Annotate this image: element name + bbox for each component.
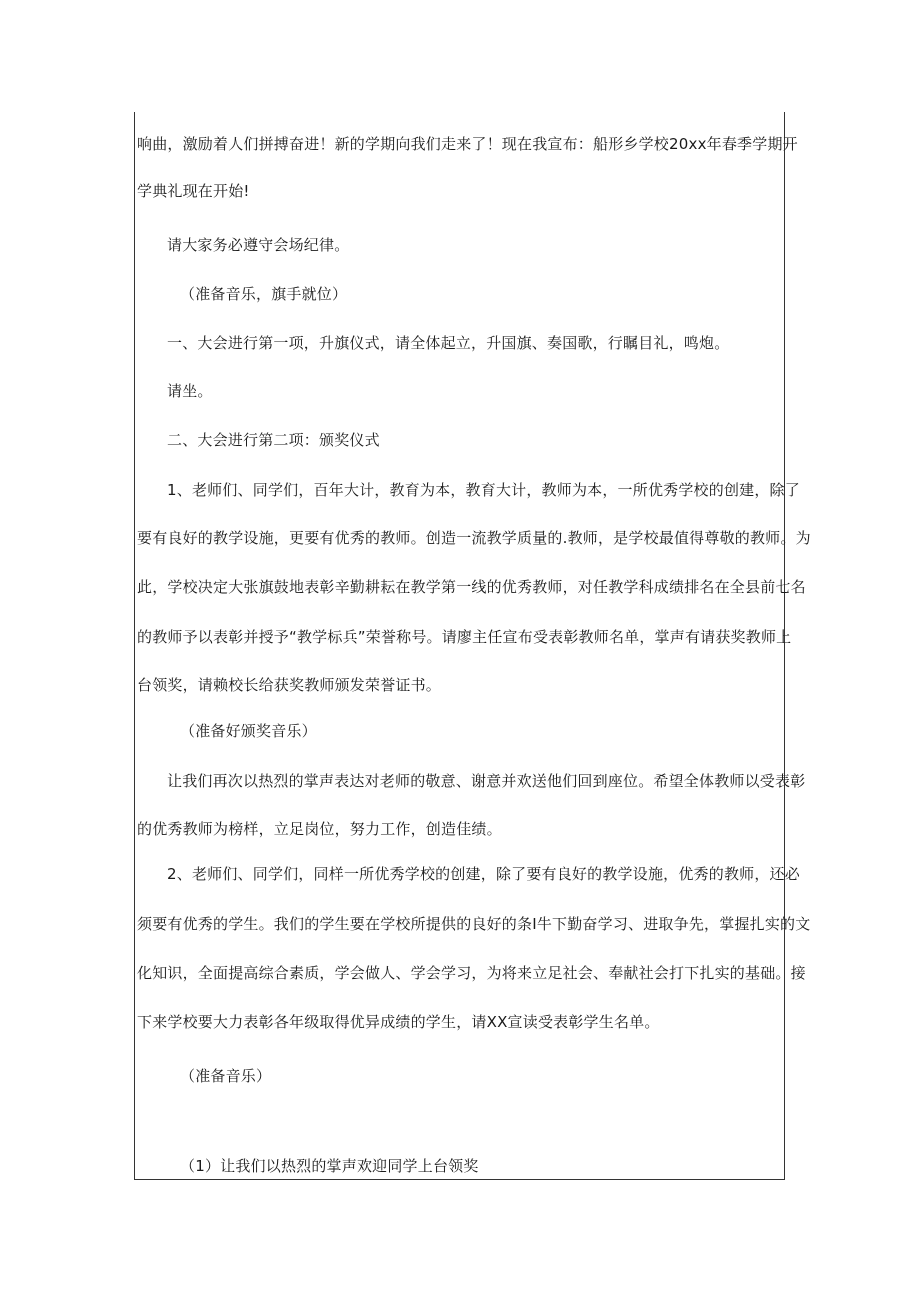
text-line-2: 学典礼现在开始!: [137, 182, 250, 200]
text-line-6: 请坐。: [167, 382, 213, 400]
text-line-16: 2、老师们、同学们，同样一所优秀学校的创建，除了要有良好的教学设施，优秀的教师，还必: [167, 865, 800, 883]
text-line-13: （准备好颁奖音乐）: [180, 722, 317, 740]
text-line-9: 要有良好的教学设施，更要有优秀的教师。创造一流教学质量的.教师，是学校最值得尊敬的教师。为: [137, 529, 811, 547]
text-line-20: （准备音乐）: [180, 1067, 272, 1085]
text-line-19: 下来学校要大力表彰各年级取得优异成绩的学生，请XX宣读受表彰学生名单。: [137, 1013, 660, 1031]
text-line-5: 一、大会进行第一项，升旗仪式，请全体起立，升国旗、奏国歌，行瞩目礼，鸣炮。: [167, 334, 730, 352]
text-line-8: 1、老师们、同学们，百年大计，教育为本，教育大计，教师为本，一所优秀学校的创建，除了: [167, 481, 800, 499]
text-line-14: 让我们再次以热烈的掌声表达对老师的敬意、谢意并欢送他们回到座位。希望全体教师以受表彰: [167, 772, 806, 790]
text-line-7: 二、大会进行第二项：颁奖仪式: [167, 431, 380, 449]
text-line-17: 须要有优秀的学生。我们的学生要在学校所提供的良好的条I牛下勤奋学习、进取争先，掌握扎实的文: [137, 915, 811, 933]
text-line-12: 台领奖，请赖校长给获奖教师颁发荣誉证书。: [137, 676, 442, 694]
text-line-18: 化知识，全面提高综合素质，学会做人、学会学习，为将来立足社会、奉献社会打下扎实的基础。接: [137, 964, 806, 982]
text-line-21: （1）让我们以热烈的掌声欢迎同学上台领奖: [180, 1157, 479, 1175]
text-line-15: 的优秀教师为榜样，立足岗位，努力工作，创造佳绩。: [137, 820, 502, 838]
text-line-10: 此，学校决定大张旗鼓地表彰辛勤耕耘在教学第一线的优秀教师，对任教学科成绩排名在全县前七名: [137, 578, 806, 596]
text-line-4: （准备音乐，旗手就位）: [180, 285, 348, 303]
text-line-1: 响曲，激励着人们拼搏奋进！新的学期向我们走来了！现在我宣布：船形乡学校20xx年春季学期开: [137, 135, 798, 153]
text-line-3: 请大家务必遵守会场纪律。: [167, 236, 350, 254]
text-line-11: 的教师予以表彰并授予“教学标兵”荣誉称号。请廖主任宣布受表彰教师名单，掌声有请获奖教师上: [137, 628, 792, 646]
